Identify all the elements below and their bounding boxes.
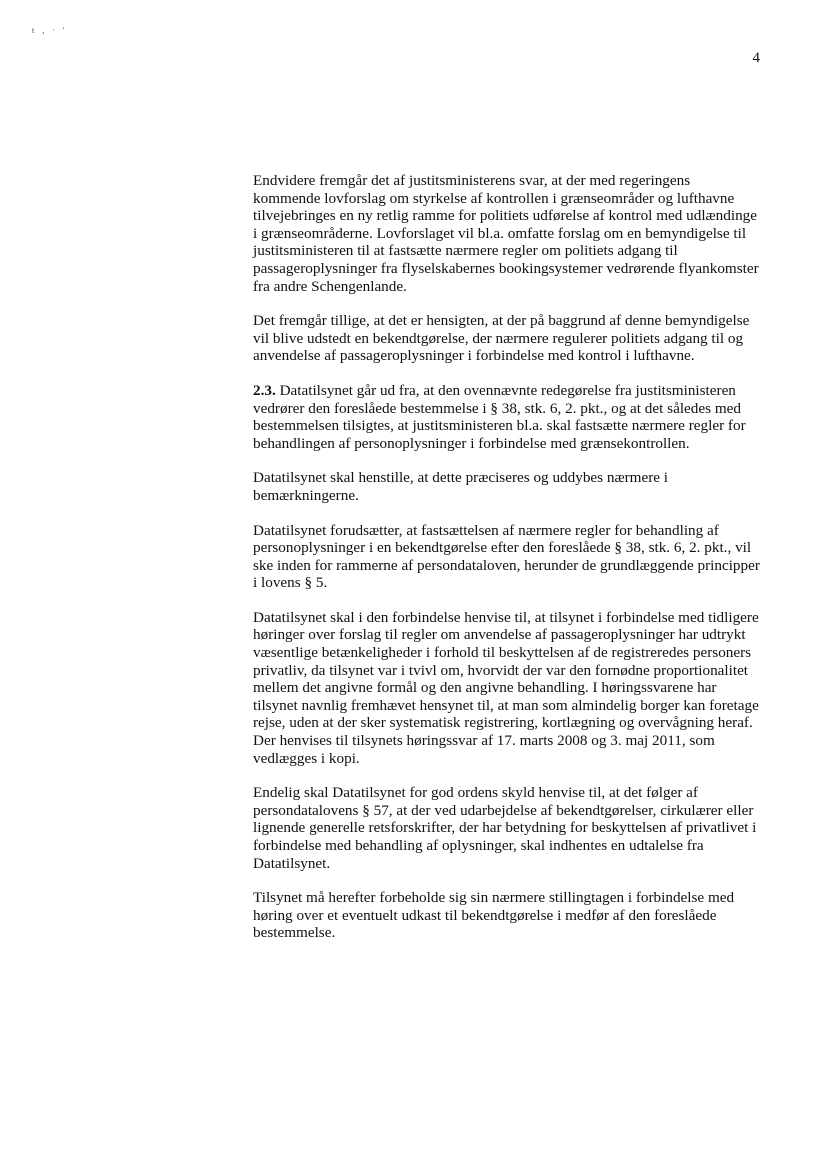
- paragraph-regeringens-lovforslag: Endvidere fremgår det af justitsministerens svar, at der med regeringens kommende lovforslag om styrkelse af kontrollen i grænseområder og lufthavne tilvejebringes en ny retlig ramme for politiets udførelse af kontrol med udlændinge i grænseområderne. Lovforslaget vil bl.a. omfatte forslag om en bemyndigelse til justitsministeren til at fastsætte nærmere regler om politiets adgang til passageroplysninger fra flyselskabernes bookingsystemer vedrørende flyankomster fra andre Schengenlande.: [253, 172, 759, 295]
- section-2-3-text: Datatilsynet går ud fra, at den ovennævnte redegørelse fra justitsministeren vedrører den foreslåede bestemmelse i § 38, stk. 6, 2. pkt., og at det således med bestemmelsen tilsigtes, at justitsministeren bl.a. skal fastsætte nærmere regler for behandlingen af personoplysninger i forbindelse med grænsekontrollen.: [253, 381, 746, 452]
- paragraph-tidligere-hoeringer: Datatilsynet skal i den forbindelse henvise til, at tilsynet i forbindelse med tidligere høringer over forslag til regler om anvendelse af passageroplysninger har udtrykt væsentlige betænkeligheder i forhold til beskyttelsen af de registreredes personers privatliv, da tilsynet var i tvivl om, hvorvidt der var den fornødne proportionalitet mellem det angivne formål og den angivne behandling. I høringssvarene har tilsynet navnlig fremhævet hensynet til, at man som almindelig borger kan foretage rejse, uden at der sker systematisk registrering, kortlægning og overvågning heraf. Der henvises til tilsynets høringssvar af 17. marts 2008 og 3. maj 2011, som vedlægges i kopi.: [253, 608, 759, 767]
- paragraph-forbehold: Tilsynet må herefter forbeholde sig sin nærmere stillingtagen i forbindelse med høring over et eventuelt udkast til bekendtgørelse i medfør af den foreslåede bestemmelse.: [253, 889, 735, 942]
- scan-artifact-marks: t , · ': [32, 26, 68, 35]
- paragraph-henstilling: Datatilsynet skal henstille, at dette præciseres og uddybes nærmere i bemærkningerne.: [253, 469, 669, 504]
- paragraph-section-2-3: [253, 382, 761, 452]
- section-number: 2.3.: [253, 381, 276, 399]
- paragraph-persondataloven-57: Endelig skal Datatilsynet for god ordens skyld henvise til, at det følger af persondatalovens § 57, at der ved udarbejdelse af bekendtgørelser, cirkulærer eller lignende generelle retsforskrifter, der har betydning for beskyttelsen af privatlivet i forbindelse med behandling af oplysninger, skal indhentes en udtalelse fra Datatilsynet.: [253, 784, 757, 872]
- document-body: [253, 172, 761, 959]
- page-number: 4: [752, 50, 760, 66]
- paragraph-forudsaetning: Datatilsynet forudsætter, at fastsættelsen af nærmere regler for behandling af personoplysninger i en bekendtgørelse efter den foreslåede § 38, stk. 6, 2. pkt., vil ske inden for rammerne af persondataloven, herunder de grundlæggende principper i lovens § 5.: [253, 521, 760, 592]
- paragraph-bekendtgoerelse-hensigt: Det fremgår tillige, at det er hensigten, at der på baggrund af denne bemyndigelse vil blive udstedt en bekendtgørelse, der nærmere regulerer politiets adgang til og anvendelse af passageroplysninger i forbindelse med kontrol i lufthavne.: [253, 312, 750, 365]
